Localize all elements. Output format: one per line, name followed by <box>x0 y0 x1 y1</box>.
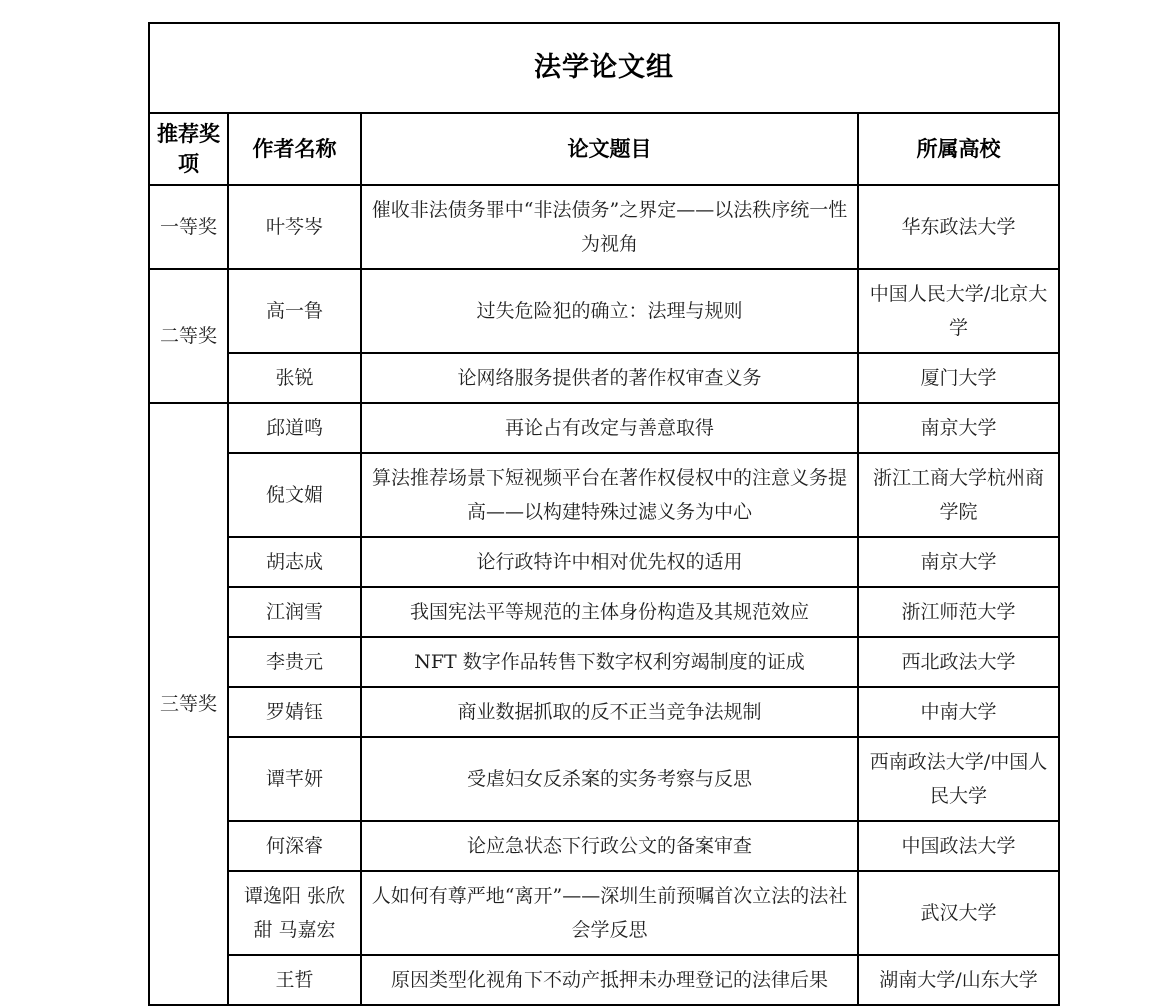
author-cell: 李贵元 <box>228 637 361 687</box>
paper-title-cell: NFT 数字作品转售下数字权利穷竭制度的证成 <box>361 637 858 687</box>
university-cell: 浙江师范大学 <box>858 587 1059 637</box>
table-header-row <box>149 113 1059 185</box>
table-row <box>149 821 1059 871</box>
author-cell: 何深睿 <box>228 821 361 871</box>
university-cell: 湖南大学/山东大学 <box>858 955 1059 1005</box>
col-header-award: 推荐奖项 <box>149 113 228 185</box>
col-header-university: 所属高校 <box>858 113 1059 185</box>
award-cell-first-prize: 一等奖 <box>149 185 228 269</box>
author-cell: 张锐 <box>228 353 361 403</box>
university-cell: 华东政法大学 <box>858 185 1059 269</box>
table-row <box>149 687 1059 737</box>
table-row <box>149 537 1059 587</box>
paper-title-cell: 商业数据抓取的反不正当竞争法规制 <box>361 687 858 737</box>
table-row <box>149 453 1059 537</box>
author-cell: 谭芊妍 <box>228 737 361 821</box>
author-cell: 谭逸阳 张欣甜 马嘉宏 <box>228 871 361 955</box>
table-title-row <box>149 23 1059 113</box>
award-table <box>148 22 1060 1006</box>
col-header-paper-title: 论文题目 <box>361 113 858 185</box>
university-cell: 中国人民大学/北京大学 <box>858 269 1059 353</box>
award-cell-third-prize: 三等奖 <box>149 403 228 1005</box>
author-cell: 胡志成 <box>228 537 361 587</box>
table-title: 法学论文组 <box>149 23 1059 113</box>
paper-title-cell: 我国宪法平等规范的主体身份构造及其规范效应 <box>361 587 858 637</box>
university-cell: 西南政法大学/中国人民大学 <box>858 737 1059 821</box>
paper-title-cell: 论网络服务提供者的著作权审查义务 <box>361 353 858 403</box>
table-row <box>149 353 1059 403</box>
university-cell: 南京大学 <box>858 403 1059 453</box>
university-cell: 浙江工商大学杭州商学院 <box>858 453 1059 537</box>
author-cell: 叶芩岑 <box>228 185 361 269</box>
paper-title-cell: 催收非法债务罪中“非法债务”之界定——以法秩序统一性为视角 <box>361 185 858 269</box>
table-row <box>149 403 1059 453</box>
university-cell: 中国政法大学 <box>858 821 1059 871</box>
table-row <box>149 737 1059 821</box>
award-cell-second-prize: 二等奖 <box>149 269 228 403</box>
paper-title-cell: 再论占有改定与善意取得 <box>361 403 858 453</box>
university-cell: 厦门大学 <box>858 353 1059 403</box>
table-row <box>149 587 1059 637</box>
table-row <box>149 185 1059 269</box>
author-cell: 邱道鸣 <box>228 403 361 453</box>
paper-title-cell: 受虐妇女反杀案的实务考察与反思 <box>361 737 858 821</box>
author-cell: 江润雪 <box>228 587 361 637</box>
university-cell: 南京大学 <box>858 537 1059 587</box>
author-cell: 倪文媚 <box>228 453 361 537</box>
university-cell: 中南大学 <box>858 687 1059 737</box>
paper-title-cell: 论行政特许中相对优先权的适用 <box>361 537 858 587</box>
university-cell: 武汉大学 <box>858 871 1059 955</box>
paper-title-cell: 算法推荐场景下短视频平台在著作权侵权中的注意义务提高——以构建特殊过滤义务为中心 <box>361 453 858 537</box>
table-row <box>149 637 1059 687</box>
paper-title-cell: 人如何有尊严地“离开”——深圳生前预嘱首次立法的法社会学反思 <box>361 871 858 955</box>
university-cell: 西北政法大学 <box>858 637 1059 687</box>
table-row <box>149 269 1059 353</box>
table-row <box>149 955 1059 1005</box>
table-row <box>149 871 1059 955</box>
author-cell: 王哲 <box>228 955 361 1005</box>
author-cell: 罗婧钰 <box>228 687 361 737</box>
author-cell: 高一鲁 <box>228 269 361 353</box>
col-header-author: 作者名称 <box>228 113 361 185</box>
paper-title-cell: 原因类型化视角下不动产抵押未办理登记的法律后果 <box>361 955 858 1005</box>
paper-title-cell: 论应急状态下行政公文的备案审查 <box>361 821 858 871</box>
paper-title-cell: 过失危险犯的确立：法理与规则 <box>361 269 858 353</box>
